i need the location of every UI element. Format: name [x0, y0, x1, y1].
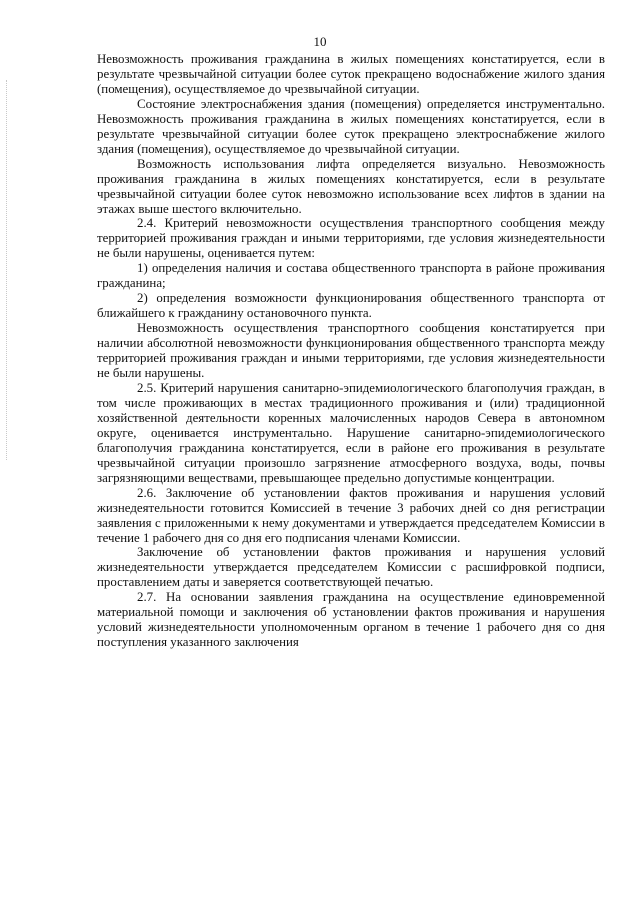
paragraph-water-supply: Невозможность проживания гражданина в жилых помещениях констатируется, если в результате чрезвычайной ситуации более суток прекращено водоснабжение жилого здания (помещения), осуществляемое до чрезвычайной ситуации. [97, 52, 605, 96]
document-body [97, 52, 605, 650]
paragraph-2-5-sanitary-criterion: 2.5. Критерий нарушения санитарно-эпидемиологического благополучия граждан, в том числе проживающих в местах традиционного проживания и (или) традиционной хозяйственной деятельности коренных малочисленных народов Севера в автономном округе, оценивается инструментально. Нарушение санитарно-эпидемиологического благополучия гражданина констатируется, если в районе его проживания в результате чрезвычайной ситуации произошло загрязнение атмосферного воздуха, воды, почвы загрязняющими веществами, превышающее предельно допустимые концентрации. [97, 380, 605, 485]
paragraph-2-6-conclusion: 2.6. Заключение об установлении фактов проживания и нарушения условий жизнедеятельности готовится Комиссией в течение 3 рабочих дней со дня регистрации заявления с приложенными к нему документами и утверждается председателем Комиссии в течение 1 рабочего дня со дня его подписания членами Комиссии. [97, 485, 605, 545]
page-number: 10 [313, 34, 327, 49]
paragraph-transport-impossibility: Невозможность осуществления транспортного сообщения констатируется при наличии абсолютной невозможности функционирования общественного транспорта между территорией проживания граждан и иными территориями, где условия жизнедеятельности не были нарушены. [97, 321, 605, 381]
paragraph-electricity: Состояние электроснабжения здания (помещения) определяется инструментально. Невозможность проживания гражданина в жилых помещениях констатируется, если в результате чрезвычайной ситуации более суток прекращено электроснабжение жилого здания (помещения), осуществляемое до чрезвычайной ситуации. [97, 96, 605, 156]
list-item-1-transport-presence: 1) определения наличия и состава общественного транспорта в районе проживания гражданина; [97, 261, 605, 291]
paragraph-conclusion-approval: Заключение об установлении фактов проживания и нарушения условий жизнедеятельности утверждается председателем Комиссии с расшифровкой подписи, проставлением даты и заверяется соответствующей печатью. [97, 545, 605, 590]
scan-margin-mark [6, 80, 8, 460]
paragraph-2-7-material-aid: 2.7. На основании заявления гражданина на осуществление единовременной материальной помощи и заключения об установлении фактов проживания и нарушения условий жизнедеятельности уполномоченным органом в течение 1 рабочего дня со дня поступления указанного заключения [97, 590, 605, 650]
list-item-2-transport-function: 2) определения возможности функционирования общественного транспорта от ближайшего к гражданину остановочного пункта. [97, 291, 605, 321]
paragraph-elevator: Возможность использования лифта определяется визуально. Невозможность проживания гражданина в жилых помещениях констатируется, если в результате чрезвычайной ситуации более суток невозможно использование всех лифтов в здании на этажах выше шестого включительно. [97, 156, 605, 216]
paragraph-2-4-transport-criterion: 2.4. Критерий невозможности осуществления транспортного сообщения между территорией проживания граждан и иными территориями, где условия жизнедеятельности не были нарушены, оценивается путем: [97, 216, 605, 261]
